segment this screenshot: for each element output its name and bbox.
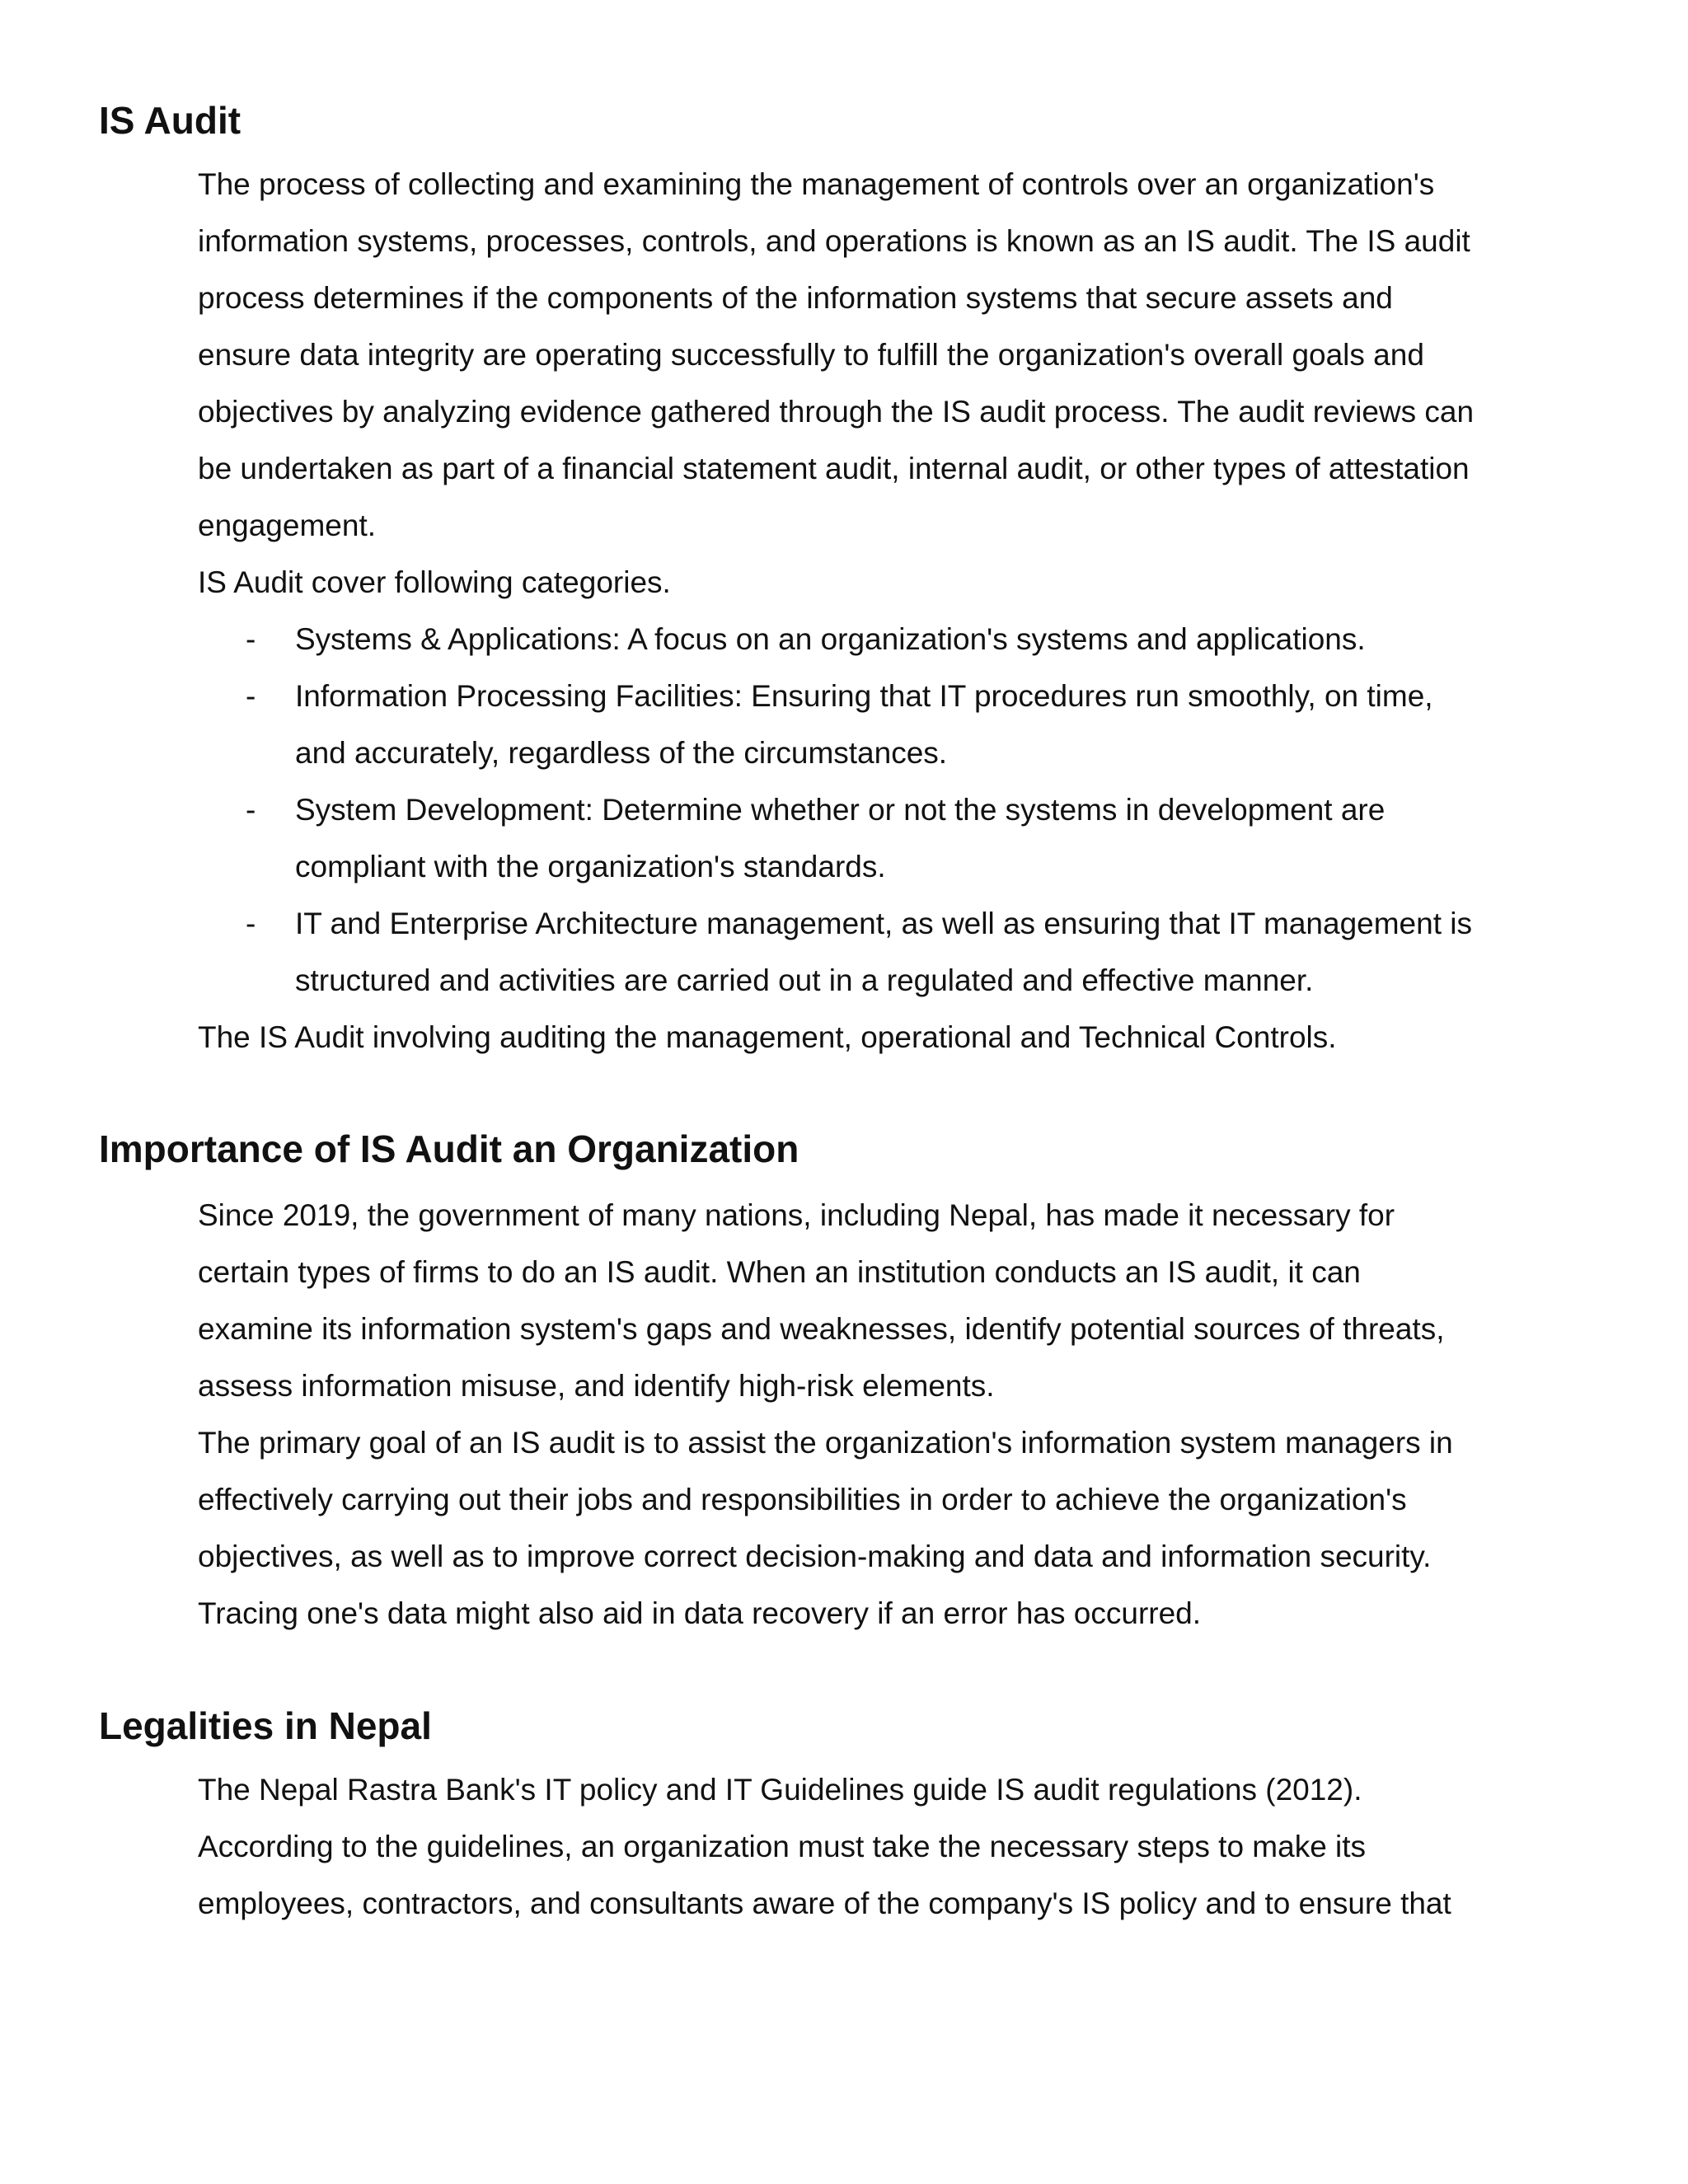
text-line: Since 2019, the government of many nations, including Nepal, has made it necessary for	[198, 1198, 1395, 1232]
text-line: According to the guidelines, an organization must take the necessary steps to make its	[198, 1830, 1367, 1863]
bullet-dash: -	[246, 622, 256, 656]
text-line: The Nepal Rastra Bank's IT policy and IT Guidelines guide IS audit regulations (2012).	[198, 1773, 1362, 1807]
section-heading-legalities: Legalities in Nepal	[99, 1704, 432, 1747]
text-line: The process of collecting and examining the management of controls over an organization's	[198, 167, 1435, 201]
text-line: compliant with the organization's standards.	[295, 850, 886, 883]
text-line: examine its information system's gaps and weaknesses, identify potential sources of threats,	[198, 1312, 1445, 1346]
text-line: IT and Enterprise Architecture management, as well as ensuring that IT management is	[295, 907, 1472, 940]
text-line: ensure data integrity are operating successfully to fulfill the organization's overall goals and	[198, 338, 1424, 372]
importance-paragraph-2	[198, 1414, 1566, 1642]
bullet-dash: -	[246, 679, 256, 713]
is-audit-closing	[198, 1009, 1566, 1066]
text-line: and accurately, regardless of the circumstances.	[295, 736, 948, 770]
text-line: objectives, as well as to improve correct decision-making and data and information security.	[198, 1540, 1432, 1573]
text-line: IS Audit cover following categories.	[198, 565, 671, 599]
bullet-dash: -	[246, 907, 256, 940]
text-line: structured and activities are carried out in a regulated and effective manner.	[295, 963, 1314, 997]
text-line: employees, contractors, and consultants aware of the company's IS policy and to ensure that	[198, 1886, 1451, 1920]
legalities-paragraph	[198, 1761, 1566, 1932]
section-heading-importance: Importance of IS Audit an Organization	[99, 1127, 799, 1170]
text-line: Tracing one's data might also aid in data recovery if an error has occurred.	[198, 1596, 1202, 1630]
text-line: information systems, processes, controls, and operations is known as an IS audit. The IS audit	[198, 224, 1470, 258]
section-heading-is-audit: IS Audit	[99, 99, 241, 142]
text-line: effectively carrying out their jobs and responsibilities in order to achieve the organization's	[198, 1483, 1407, 1516]
text-line: be undertaken as part of a financial statement audit, internal audit, or other types of attestation	[198, 452, 1470, 485]
bullet-dash: -	[246, 793, 256, 827]
text-line: certain types of firms to do an IS audit. When an institution conducts an IS audit, it can	[198, 1255, 1361, 1289]
text-line: engagement.	[198, 509, 377, 542]
is-audit-intro-paragraph	[198, 156, 1566, 554]
text-line: The primary goal of an IS audit is to assist the organization's information system managers in	[198, 1426, 1453, 1460]
text-line: objectives by analyzing evidence gathered through the IS audit process. The audit reviews can	[198, 395, 1475, 429]
importance-paragraph-1	[198, 1187, 1566, 1414]
text-line: Systems & Applications: A focus on an organization's systems and applications.	[295, 622, 1366, 656]
text-line: The IS Audit involving auditing the management, operational and Technical Controls.	[198, 1020, 1337, 1054]
text-line: System Development: Determine whether or not the systems in development are	[295, 793, 1386, 827]
categories-intro	[198, 554, 1566, 611]
text-line: Information Processing Facilities: Ensuring that IT procedures run smoothly, on time,	[295, 679, 1433, 713]
text-line: process determines if the components of the information systems that secure assets and	[198, 281, 1393, 315]
text-line: assess information misuse, and identify high-risk elements.	[198, 1369, 995, 1403]
